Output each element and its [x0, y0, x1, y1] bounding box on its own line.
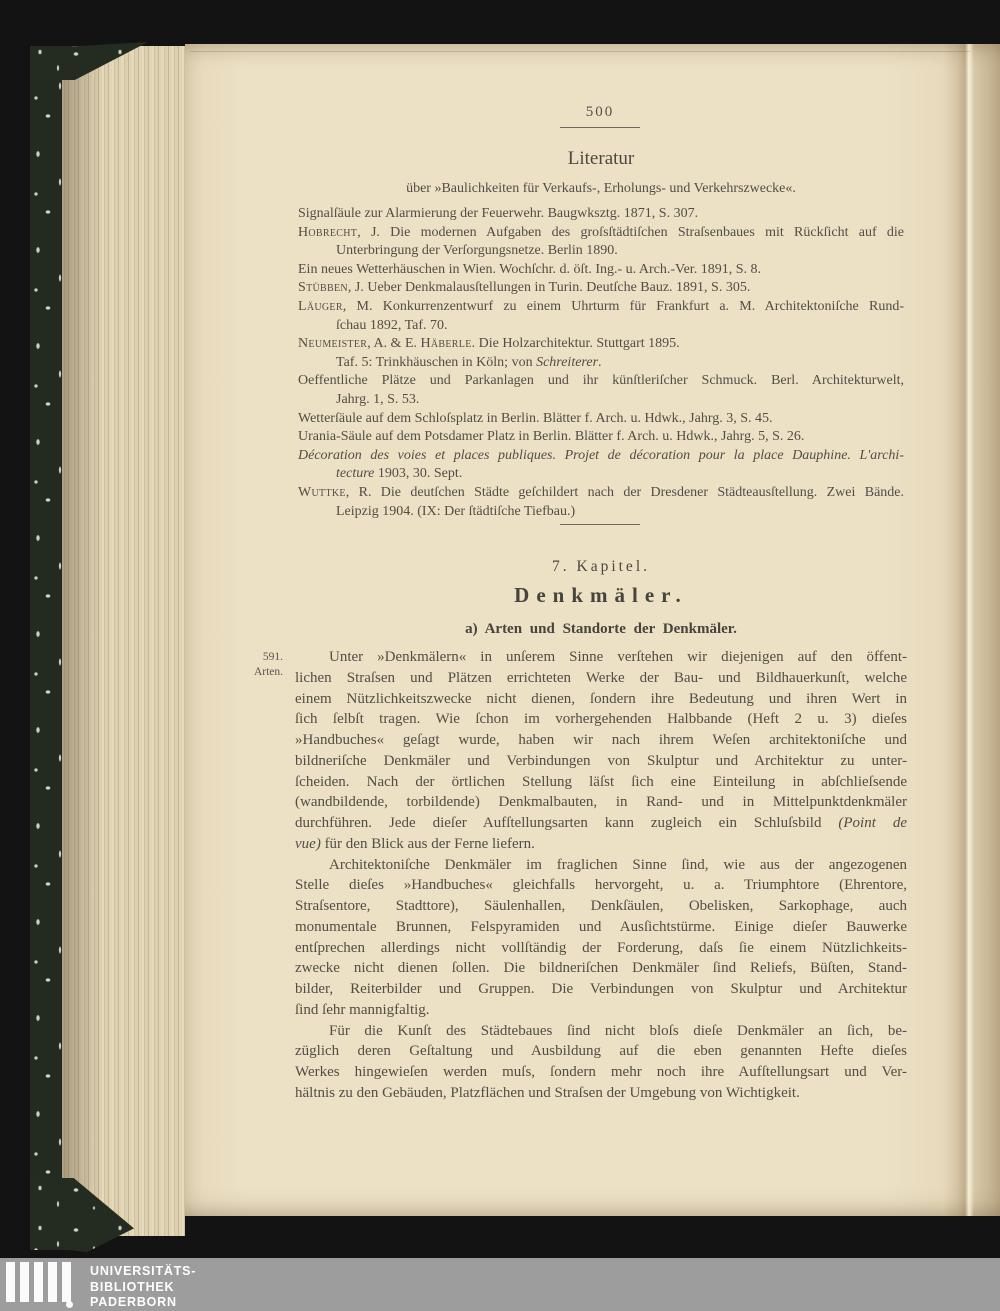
body-line: durchführen. Jede dieſer Aufſtellungsarten kann zugleich ein Schluſsbild (Point de — [295, 815, 907, 831]
body-line: Für die Kunſt des Städtebaues ſind nicht bloſs dieſe Denkmäler an ſich, be- — [329, 1022, 907, 1039]
bibliography-line: Leipzig 1904. (IX: Der ſtädtiſche Tiefbau.) — [336, 503, 576, 519]
body-line: Straſsentore, Stadttore), Säulenhallen, Denkſäulen, Obelisken, Sarkophage, auch — [295, 898, 907, 914]
section-heading: a) Arten und Standorte der Denkmäler. — [465, 621, 737, 637]
body-line: Unter »Denkmälern« in unſerem Sinne verſtehen wir diejenigen auf den öffent- — [329, 649, 907, 665]
body-line: ſcheiden. Nach der örtlichen Stellung läſst ſich eine Einteilung in abſchlieſsende — [295, 773, 907, 790]
body-line: ſind ſehr mannigfaltig. — [295, 1001, 430, 1018]
body-line: Stelle dieſes »Handbuches« gleichfalls hervorgeht, u. a. Triumphtore (Ehrentore, — [295, 877, 907, 894]
bibliography-line: Läuger, M. Konkurrenzentwurf zu einem Uhrturm für Frankfurt a. M. Architektoniſche Rund- — [298, 298, 904, 314]
bibliography-line: Unterbringung der Verſorgungsnetze. Berlin 1890. — [336, 243, 618, 259]
page-number-rule — [560, 127, 640, 128]
library-footer-bar — [0, 1258, 1000, 1311]
bibliography-line: Stübben, J. Ueber Denkmalausſtellungen in Turin. Deutſche Bauz. 1891, S. 305. — [298, 280, 751, 296]
section-separator-rule — [560, 524, 640, 525]
body-line: monumentale Brunnen, Felspyramiden und Ausſichtstürme. Einige dieſer Bauwerke — [295, 918, 907, 935]
chapter-kicker: 7. Kapitel. — [552, 558, 650, 575]
library-name-line-1: UNIVERSITÄTS- — [90, 1264, 197, 1278]
body-line: vue) für den Blick aus der Ferne liefern. — [295, 835, 535, 852]
body-line: bildneriſche Denkmäler und Verbindungen von Skulptur und Architektur zu unter- — [295, 752, 907, 769]
body-line: entſprechen allerdings nicht vollſtändig der Forderung, daſs ſie einem Nützlichkeits- — [295, 939, 907, 956]
body-line: ſich ſelbſt tragen. Wie ſchon im vorhergehenden Halbbande (Heft 2 u. 3) dieſes — [295, 711, 907, 728]
bibliography-line: Neumeister, A. & E. Häberle. Die Holzarchitektur. Stuttgart 1895. — [298, 336, 680, 352]
body-line: zwecke nicht dienen ſollen. Die bildneriſchen Denkmäler ſind Reliefs, Büſten, Stand- — [295, 960, 907, 977]
margin-note-number: 591. — [262, 651, 283, 663]
bibliography-line: ſchau 1892, Taf. 70. — [336, 317, 448, 333]
bibliography-line: Ein neues Wetterhäuschen in Wien. Wochſchr. d. öſt. Ing.- u. Arch.-Ver. 1891, S. 8. — [298, 261, 761, 277]
body-text — [295, 647, 907, 1104]
bibliography-line: Urania-Säule auf dem Potsdamer Platz in Berlin. Blätter f. Arch. u. Hdwk., Jahrg. 5, S. 26. — [298, 429, 805, 445]
bibliography-line: Hobrecht, J. Die modernen Aufgaben des groſsſtädtiſchen Straſsenbaues mit Rückſicht auf die — [298, 224, 904, 240]
page-number: 500 — [585, 104, 615, 120]
chapter-title: Denkmäler. — [514, 583, 688, 607]
library-logo-text — [90, 1264, 196, 1311]
bibliography-line: Signalſäule zur Alarmierung der Feuerwehr. Baugwksztg. 1871, S. 307. — [298, 206, 699, 221]
bibliography-line: Décoration des voies et places publiques. Projet de décoration pour la place Dauphine. L'archi- — [298, 447, 904, 463]
page-edges-stack — [62, 46, 185, 1236]
library-name-line-2: BIBLIOTHEK — [90, 1279, 175, 1294]
bibliography-line: Wetterſäule auf dem Schloſsplatz in Berlin. Blätter f. Arch. u. Hdwk., Jahrg. 3, S. 45. — [298, 410, 773, 426]
literature-subtitle: über »Baulichkeiten für Verkaufs-, Erholungs- und Verkehrszwecke«. — [406, 181, 796, 196]
body-line: »Handbuches« geſagt wurde, haben wir nach ihrem Weſen architektoniſche und — [295, 732, 907, 748]
body-line: züglich deren Geſtaltung und Ausbildung auf die eben genannten Hefte dieſes — [295, 1043, 907, 1060]
library-logo-icon — [6, 1262, 84, 1308]
bibliography-line: Taf. 5: Trinkhäuschen in Köln; von Schreiterer. — [336, 354, 602, 370]
literature-heading: Literatur — [567, 148, 635, 169]
margin-note-label: Arten. — [253, 666, 283, 678]
paragraph-1 — [295, 647, 907, 855]
bibliography-line: Jahrg. 1, S. 53. — [336, 391, 420, 407]
library-name-line-3: PADERBORN — [90, 1295, 177, 1309]
bibliography-line: Oeffentliche Plätze und Parkanlagen und ihr künſtleriſcher Schmuck. Berl. Architekturwelt, — [298, 373, 904, 389]
body-line: Architektoniſche Denkmäler im fraglichen Sinne ſind, wie aus der angezogenen — [329, 856, 907, 873]
bibliography-line: Wuttke, R. Die deutſchen Städte geſchildert nach der Dresdener Städteausſtellung. Zwei Bände. — [298, 484, 904, 500]
body-line: bilder, Reiterbilder und Gruppen. Die Verbindungen von Skulptur und Architektur — [295, 981, 907, 997]
bibliography-line: tecture 1903, 30. Sept. — [336, 466, 463, 482]
body-line: lichen Straſsen und Plätzen errichteten Werke der Bau- und Bildhauerkunſt, welche — [295, 669, 907, 686]
margin-note — [225, 650, 283, 680]
bibliography-list — [298, 205, 904, 521]
body-line: hältnis zu den Gebäuden, Platzflächen und Straſsen der Umgebung von Wichtigkeit. — [295, 1084, 800, 1101]
body-line: Werkes hingewieſen werden muſs, ſondern mehr noch ihre Aufſtellungsart und Ver- — [295, 1064, 907, 1080]
body-line: einem Nützlichkeitszwecke nicht dienen, ſondern ihre Bedeutung und ihren Wert in — [295, 690, 907, 707]
logo-dot — [66, 1301, 73, 1308]
paragraph-3 — [295, 1021, 907, 1104]
book-page — [185, 44, 1000, 1216]
gutter-crease — [943, 44, 1000, 1216]
body-line: (wandbildende, torbildende) Denkmalbauten, in Rand- und in Mittelpunktdenkmäler — [295, 794, 907, 811]
paragraph-2 — [295, 855, 907, 1021]
